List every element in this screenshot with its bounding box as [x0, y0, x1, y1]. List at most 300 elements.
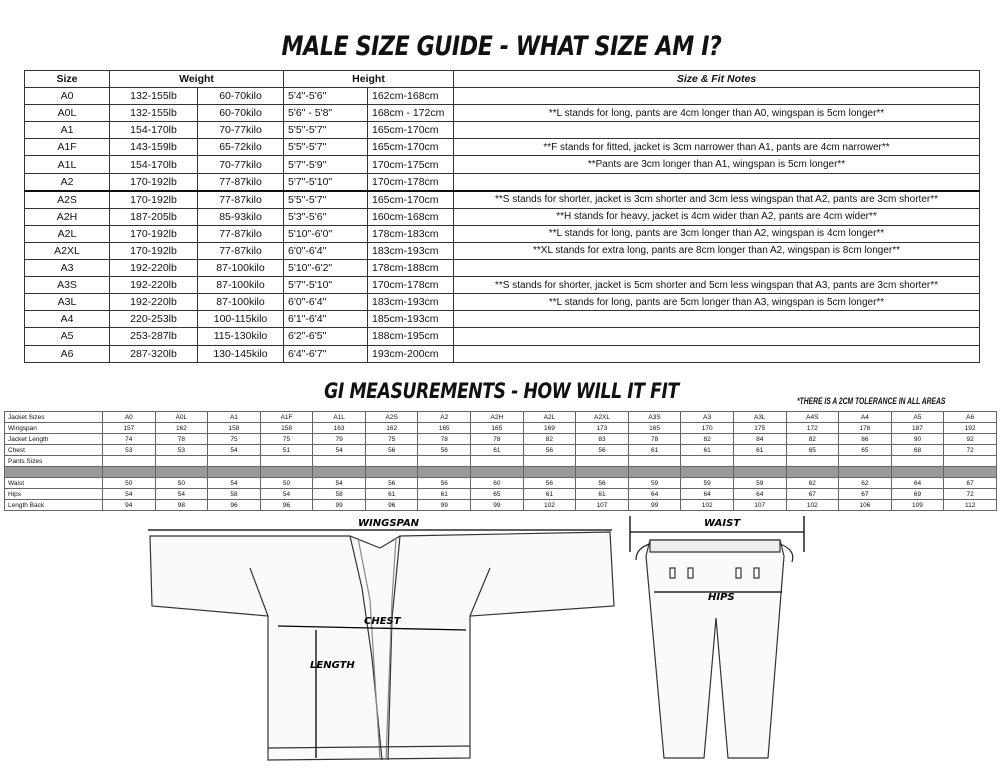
gi-cell: 51	[260, 445, 313, 456]
size-cell-cm: 165cm-170cm	[368, 122, 454, 139]
gi-jacket-row	[5, 445, 997, 456]
table-row	[25, 260, 980, 277]
gi-cell: 82	[523, 434, 576, 445]
size-cell-cm: 168cm - 172cm	[368, 105, 454, 122]
size-cell-size: A0L	[25, 105, 110, 122]
size-cell-kg: 70-77kilo	[198, 122, 284, 139]
size-guide-table	[24, 70, 980, 363]
gi-cell: 82	[786, 434, 839, 445]
pants-drawing	[646, 540, 784, 758]
size-cell-cm: 170cm-175cm	[368, 156, 454, 173]
size-cell-size: A3L	[25, 294, 110, 311]
gi-cell: 78	[155, 434, 208, 445]
size-cell-cm: 193cm-200cm	[368, 345, 454, 362]
size-cell-size: A3	[25, 260, 110, 277]
gi-measurements-table	[4, 411, 997, 511]
table-row	[25, 345, 980, 362]
gi-cell: 165	[418, 423, 471, 434]
gi-cell	[260, 456, 313, 467]
gi-cell: 78	[418, 434, 471, 445]
gi-cell: 99	[313, 500, 366, 511]
gi-cell: 170	[681, 423, 734, 434]
gi-cell: 72	[944, 445, 997, 456]
size-cell-kg: 60-70kilo	[198, 105, 284, 122]
size-cell-size: A6	[25, 345, 110, 362]
gi-cell: 102	[523, 500, 576, 511]
size-cell-note	[454, 328, 980, 345]
chest-label: CHEST	[364, 616, 401, 627]
gi-cell: 83	[576, 434, 629, 445]
gi-size-header: A2S	[365, 412, 418, 423]
gi-row-label: Hips	[5, 489, 103, 500]
table-row	[25, 88, 980, 105]
size-cell-size: A3S	[25, 277, 110, 294]
size-cell-note: **L stands for long, pants are 5cm longer than A3, wingspan is 5cm longer**	[454, 294, 980, 311]
gi-cell: 54	[313, 478, 366, 489]
gi-cell: 99	[471, 500, 524, 511]
weight-header: Weight	[110, 71, 284, 88]
gi-row-label: Length Back	[5, 500, 103, 511]
size-cell-lb: 154-170lb	[110, 156, 198, 173]
size-cell-note: **S stands for shorter, jacket is 3cm shorter and 3cm less wingspan that A2, pants are 3cm shorter**	[454, 191, 980, 209]
waist-label: WAIST	[704, 518, 741, 529]
gi-cell: 58	[208, 489, 261, 500]
size-cell-lb: 170-192lb	[110, 225, 198, 242]
gi-cell: 61	[681, 445, 734, 456]
gi-cell: 94	[103, 500, 156, 511]
size-cell-ft: 5'3"-5'6"	[284, 208, 368, 225]
size-cell-kg: 70-77kilo	[198, 156, 284, 173]
size-cell-kg: 130-145kilo	[198, 345, 284, 362]
gi-cell	[471, 456, 524, 467]
table-row	[25, 311, 980, 328]
gi-cell: 75	[260, 434, 313, 445]
gi-cell: 169	[523, 423, 576, 434]
size-cell-ft: 6'4"-6'7"	[284, 345, 368, 362]
gi-cell: 90	[891, 434, 944, 445]
gi-cell: 54	[103, 489, 156, 500]
size-cell-lb: 192-220lb	[110, 277, 198, 294]
gi-cell: 56	[365, 445, 418, 456]
size-cell-ft: 5'6" - 5'8"	[284, 105, 368, 122]
jacket-sizes-label: Jacket Sizes	[5, 412, 103, 423]
gi-row-label: Waist	[5, 478, 103, 489]
gi-cell: 67	[839, 489, 892, 500]
gi-cell	[733, 456, 786, 467]
size-cell-ft: 5'7"-5'10"	[284, 277, 368, 294]
size-cell-kg: 77-87kilo	[198, 173, 284, 191]
gi-cell: 162	[365, 423, 418, 434]
size-cell-size: A0	[25, 88, 110, 105]
gi-size-header: A5	[891, 412, 944, 423]
size-cell-note: **L stands for long, pants are 3cm longer than A2, wingspan is 4cm longer**	[454, 225, 980, 242]
size-cell-cm: 165cm-170cm	[368, 139, 454, 156]
size-cell-note: **Pants are 3cm longer than A1, wingspan is 5cm longer**	[454, 156, 980, 173]
size-cell-ft: 5'5"-5'7"	[284, 139, 368, 156]
gi-cell	[786, 456, 839, 467]
gi-cell: 162	[155, 423, 208, 434]
gi-divider-cell	[313, 467, 366, 478]
gi-cell: 64	[733, 489, 786, 500]
gi-cell: 67	[944, 478, 997, 489]
gi-cell: 165	[628, 423, 681, 434]
gi-cell: 53	[103, 445, 156, 456]
table-row	[25, 277, 980, 294]
gi-header-row	[5, 412, 997, 423]
size-cell-cm: 178cm-183cm	[368, 225, 454, 242]
gi-cell	[891, 456, 944, 467]
gi-cell: 172	[786, 423, 839, 434]
gi-cell: 61	[628, 445, 681, 456]
gi-jacket-row	[5, 434, 997, 445]
gi-cell: 86	[839, 434, 892, 445]
size-cell-note	[454, 88, 980, 105]
gi-cell	[944, 456, 997, 467]
gi-cell: 56	[523, 445, 576, 456]
gi-diagram	[0, 508, 1003, 768]
gi-cell: 99	[418, 500, 471, 511]
gi-cell: 78	[471, 434, 524, 445]
size-cell-note: **L stands for long, pants are 4cm longer than A0, wingspan is 5cm longer**	[454, 105, 980, 122]
gi-cell	[365, 456, 418, 467]
size-cell-lb: 253-287lb	[110, 328, 198, 345]
size-cell-note	[454, 122, 980, 139]
gi-row-label: Chest	[5, 445, 103, 456]
gi-cell: 54	[155, 489, 208, 500]
gi-cell: 192	[944, 423, 997, 434]
size-cell-lb: 170-192lb	[110, 242, 198, 259]
gi-jacket-row	[5, 423, 997, 434]
gi-pants-row	[5, 478, 997, 489]
gi-cell	[103, 456, 156, 467]
size-cell-size: A2L	[25, 225, 110, 242]
gi-cell: 79	[313, 434, 366, 445]
gi-cell: 59	[733, 478, 786, 489]
size-cell-ft: 5'4"-5'6"	[284, 88, 368, 105]
gi-size-header: A2H	[471, 412, 524, 423]
gi-cell: 64	[628, 489, 681, 500]
gi-pants-header-row	[5, 456, 997, 467]
gi-divider-cell	[155, 467, 208, 478]
notes-header: Size & Fit Notes	[454, 71, 980, 88]
gi-cell: 50	[103, 478, 156, 489]
size-cell-cm: 170cm-178cm	[368, 173, 454, 191]
gi-cell: 56	[523, 478, 576, 489]
gi-cell: 56	[365, 478, 418, 489]
gi-cell: 69	[891, 489, 944, 500]
size-cell-ft: 5'7"-5'10"	[284, 173, 368, 191]
size-cell-kg: 77-87kilo	[198, 225, 284, 242]
gi-cell: 64	[891, 478, 944, 489]
hips-label: HIPS	[708, 592, 735, 603]
jacket-drawing	[150, 532, 614, 760]
gi-cell: 74	[103, 434, 156, 445]
size-cell-size: A1F	[25, 139, 110, 156]
gi-cell: 106	[839, 500, 892, 511]
gi-cell: 54	[313, 445, 366, 456]
gi-cell	[208, 456, 261, 467]
gi-size-header: A1F	[260, 412, 313, 423]
gi-divider-cell	[576, 467, 629, 478]
gi-size-header: A0	[103, 412, 156, 423]
size-cell-ft: 6'2"-6'5"	[284, 328, 368, 345]
gi-divider-cell	[891, 467, 944, 478]
gi-cell: 53	[155, 445, 208, 456]
size-guide-title: MALE SIZE GUIDE - WHAT SIZE AM I?	[281, 31, 722, 62]
size-cell-note	[454, 173, 980, 191]
table-row	[25, 208, 980, 225]
gi-cell: 58	[313, 489, 366, 500]
gi-cell: 50	[260, 478, 313, 489]
gi-cell: 50	[155, 478, 208, 489]
size-cell-cm: 183cm-193cm	[368, 242, 454, 259]
size-header: Size	[25, 71, 110, 88]
gi-size-header: A2XL	[576, 412, 629, 423]
size-cell-ft: 6'0"-6'4"	[284, 242, 368, 259]
gi-divider-cell	[944, 467, 997, 478]
gi-cell: 60	[471, 478, 524, 489]
gi-size-header: A2L	[523, 412, 576, 423]
size-cell-cm: 188cm-195cm	[368, 328, 454, 345]
gi-cell: 65	[839, 445, 892, 456]
size-cell-note: **XL stands for extra long, pants are 8cm longer than A2, wingspan is 8cm longer**	[454, 242, 980, 259]
gi-cell: 67	[786, 489, 839, 500]
size-cell-ft: 6'1"-6'4"	[284, 311, 368, 328]
gi-size-header: A0L	[155, 412, 208, 423]
size-cell-ft: 6'0"-6'4"	[284, 294, 368, 311]
size-table-header	[25, 71, 980, 88]
gi-cell: 62	[786, 478, 839, 489]
gi-cell: 54	[260, 489, 313, 500]
size-cell-lb: 187-205lb	[110, 208, 198, 225]
gi-cell: 65	[786, 445, 839, 456]
gi-cell: 56	[418, 478, 471, 489]
size-cell-lb: 143-159lb	[110, 139, 198, 156]
table-row	[25, 173, 980, 191]
size-cell-kg: 77-87kilo	[198, 191, 284, 209]
gi-cell	[576, 456, 629, 467]
gi-cell	[628, 456, 681, 467]
gi-cell: 102	[681, 500, 734, 511]
size-cell-kg: 115-130kilo	[198, 328, 284, 345]
gi-cell	[313, 456, 366, 467]
size-cell-note: **S stands for shorter, jacket is 5cm shorter and 5cm less wingspan that A3, pants are 3cm shorter**	[454, 277, 980, 294]
gi-pants-row	[5, 489, 997, 500]
size-cell-note: **F stands for fitted, jacket is 3cm narrower than A1, pants are 4cm narrower**	[454, 139, 980, 156]
gi-divider-cell	[5, 467, 103, 478]
size-cell-size: A5	[25, 328, 110, 345]
gi-cell: 112	[944, 500, 997, 511]
gi-cell: 72	[944, 489, 997, 500]
gi-cell: 84	[733, 434, 786, 445]
size-cell-ft: 5'5"-5'7"	[284, 122, 368, 139]
gi-cell: 65	[471, 489, 524, 500]
gi-cell: 109	[891, 500, 944, 511]
gi-cell: 62	[839, 478, 892, 489]
height-header: Height	[284, 71, 454, 88]
gi-divider-cell	[471, 467, 524, 478]
gi-cell: 82	[681, 434, 734, 445]
tolerance-note: *THERE IS A 2CM TOLERANCE IN ALL AREAS	[797, 396, 946, 406]
gi-divider-cell	[418, 467, 471, 478]
gi-cell: 96	[260, 500, 313, 511]
gi-size-header: A3	[681, 412, 734, 423]
gi-divider-cell	[839, 467, 892, 478]
gi-cell: 107	[733, 500, 786, 511]
pants-sizes-label: Pants Sizes	[5, 456, 103, 467]
gi-size-header: A1	[208, 412, 261, 423]
size-cell-lb: 154-170lb	[110, 122, 198, 139]
size-cell-kg: 87-100kilo	[198, 277, 284, 294]
gi-cell: 75	[208, 434, 261, 445]
size-cell-size: A4	[25, 311, 110, 328]
table-row	[25, 156, 980, 173]
size-cell-lb: 192-220lb	[110, 294, 198, 311]
size-cell-lb: 220-253lb	[110, 311, 198, 328]
size-cell-ft: 5'10"-6'2"	[284, 260, 368, 277]
size-cell-note	[454, 345, 980, 362]
size-cell-lb: 287-320lb	[110, 345, 198, 362]
gi-cell: 96	[365, 500, 418, 511]
table-row	[25, 328, 980, 345]
gi-cell: 68	[891, 445, 944, 456]
table-row	[25, 225, 980, 242]
size-cell-size: A1	[25, 122, 110, 139]
size-cell-kg: 87-100kilo	[198, 260, 284, 277]
size-cell-kg: 87-100kilo	[198, 294, 284, 311]
size-cell-ft: 5'10"-6'0"	[284, 225, 368, 242]
size-cell-lb: 170-192lb	[110, 173, 198, 191]
gi-divider-cell	[523, 467, 576, 478]
gi-divider-cell	[681, 467, 734, 478]
size-cell-cm: 185cm-193cm	[368, 311, 454, 328]
gi-divider-cell	[365, 467, 418, 478]
gi-cell: 59	[628, 478, 681, 489]
gi-divider-cell	[733, 467, 786, 478]
gi-cell: 61	[418, 489, 471, 500]
gi-cell: 163	[313, 423, 366, 434]
gi-row-label: Jacket Length	[5, 434, 103, 445]
gi-divider-cell	[103, 467, 156, 478]
gi-cell	[155, 456, 208, 467]
gi-cell: 107	[576, 500, 629, 511]
size-cell-cm: 170cm-178cm	[368, 277, 454, 294]
gi-cell: 61	[471, 445, 524, 456]
gi-cell: 59	[681, 478, 734, 489]
gi-cell: 54	[208, 445, 261, 456]
gi-cell: 102	[786, 500, 839, 511]
size-cell-kg: 65-72kilo	[198, 139, 284, 156]
gi-divider-cell	[260, 467, 313, 478]
size-cell-size: A2XL	[25, 242, 110, 259]
gi-size-header: A4S	[786, 412, 839, 423]
gi-cell: 75	[365, 434, 418, 445]
table-row	[25, 122, 980, 139]
gi-cell: 178	[839, 423, 892, 434]
gi-cell: 54	[208, 478, 261, 489]
measurements-title: GI MEASUREMENTS - HOW WILL IT FIT	[324, 379, 679, 403]
size-cell-size: A2	[25, 173, 110, 191]
gi-divider-row	[5, 467, 997, 478]
size-cell-size: A1L	[25, 156, 110, 173]
gi-size-header: A3S	[628, 412, 681, 423]
gi-cell: 98	[155, 500, 208, 511]
size-cell-lb: 192-220lb	[110, 260, 198, 277]
table-row	[25, 294, 980, 311]
size-cell-cm: 162cm-168cm	[368, 88, 454, 105]
gi-divider-cell	[786, 467, 839, 478]
gi-size-header: A3L	[733, 412, 786, 423]
size-cell-lb: 132-155lb	[110, 88, 198, 105]
gi-divider-cell	[208, 467, 261, 478]
gi-size-header: A6	[944, 412, 997, 423]
gi-cell: 92	[944, 434, 997, 445]
gi-cell: 56	[418, 445, 471, 456]
gi-size-header: A4	[839, 412, 892, 423]
gi-size-header: A2	[418, 412, 471, 423]
gi-cell: 61	[733, 445, 786, 456]
table-row	[25, 191, 980, 209]
size-cell-ft: 5'5"-5'7"	[284, 191, 368, 209]
gi-cell: 61	[365, 489, 418, 500]
size-cell-kg: 60-70kilo	[198, 88, 284, 105]
gi-row-label: Wingspan	[5, 423, 103, 434]
gi-cell: 99	[628, 500, 681, 511]
table-row	[25, 242, 980, 259]
size-cell-cm: 165cm-170cm	[368, 191, 454, 209]
size-cell-note: **H stands for heavy, jacket is 4cm wider than A2, pants are 4cm wider**	[454, 208, 980, 225]
gi-cell: 175	[733, 423, 786, 434]
size-cell-kg: 77-87kilo	[198, 242, 284, 259]
gi-size-header: A1L	[313, 412, 366, 423]
wingspan-label: WINGSPAN	[358, 518, 420, 529]
size-cell-cm: 160cm-168cm	[368, 208, 454, 225]
size-cell-size: A2S	[25, 191, 110, 209]
size-cell-lb: 170-192lb	[110, 191, 198, 209]
gi-cell: 158	[208, 423, 261, 434]
size-cell-cm: 178cm-188cm	[368, 260, 454, 277]
gi-cell: 61	[523, 489, 576, 500]
gi-cell	[839, 456, 892, 467]
size-cell-ft: 5'7"-5'9"	[284, 156, 368, 173]
gi-cell: 64	[681, 489, 734, 500]
size-cell-size: A2H	[25, 208, 110, 225]
gi-cell: 173	[576, 423, 629, 434]
size-cell-lb: 132-155lb	[110, 105, 198, 122]
size-cell-kg: 100-115kilo	[198, 311, 284, 328]
table-row	[25, 139, 980, 156]
gi-cell	[681, 456, 734, 467]
gi-divider-cell	[628, 467, 681, 478]
size-cell-kg: 85-93kilo	[198, 208, 284, 225]
gi-cell: 56	[576, 445, 629, 456]
gi-cell: 187	[891, 423, 944, 434]
gi-cell	[523, 456, 576, 467]
gi-cell: 96	[208, 500, 261, 511]
size-cell-note	[454, 260, 980, 277]
gi-cell: 165	[471, 423, 524, 434]
length-label: LENGTH	[310, 660, 355, 671]
size-cell-cm: 183cm-193cm	[368, 294, 454, 311]
size-cell-note	[454, 311, 980, 328]
gi-cell: 157	[103, 423, 156, 434]
gi-cell: 158	[260, 423, 313, 434]
gi-cell: 78	[628, 434, 681, 445]
gi-cell	[418, 456, 471, 467]
gi-cell: 61	[576, 489, 629, 500]
table-row	[25, 105, 980, 122]
gi-cell: 56	[576, 478, 629, 489]
